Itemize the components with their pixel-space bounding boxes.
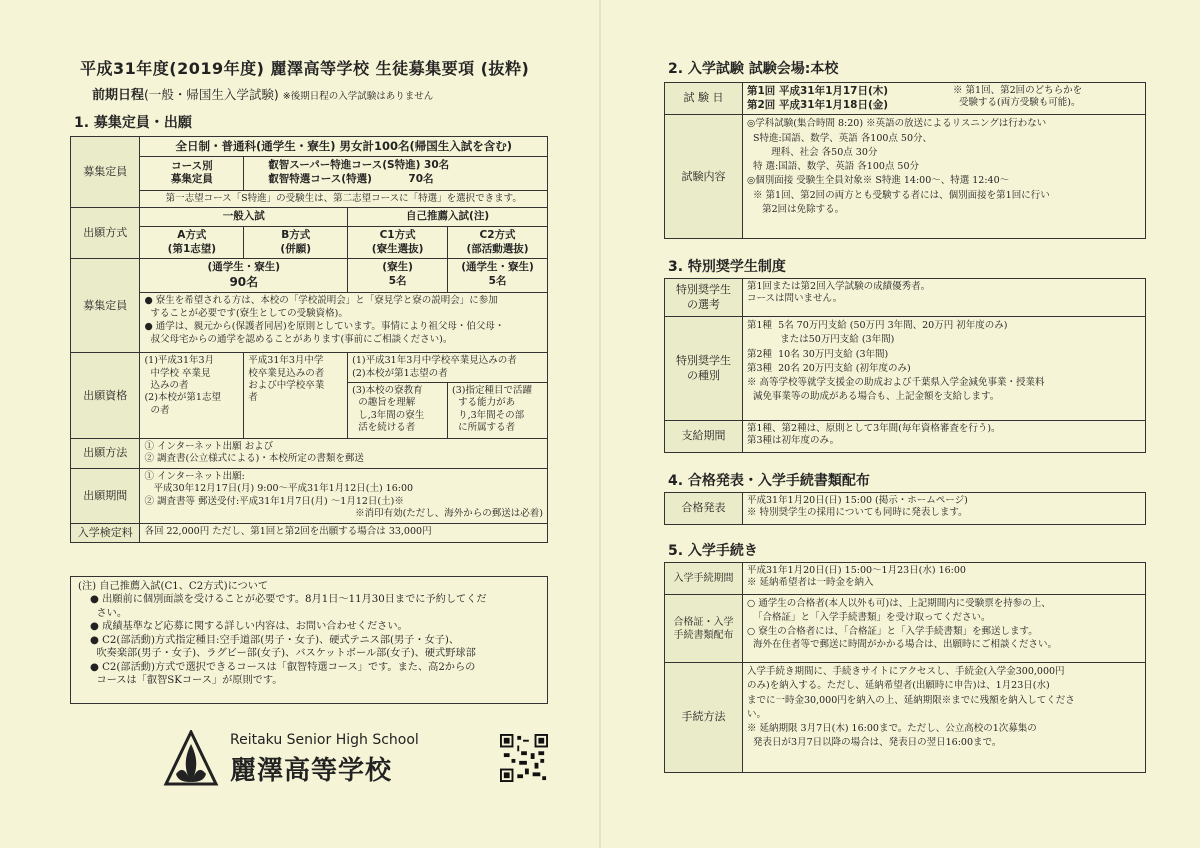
scholarship-table xyxy=(664,278,1146,453)
teiin-ab: (通学生・寮生) 90名 xyxy=(140,259,348,293)
senko-text: 第1回または第2回入学試験の成績優秀者。 コースは問いません。 xyxy=(743,279,1146,317)
note-line: コースは「叡智SKコース」が原則です。 xyxy=(90,675,283,687)
exam-table xyxy=(664,82,1146,239)
tetsuzuki-kikan-text: 平成31年1月20日(日) 15:00〜1月23日(水) 16:00 ※ 延納希望者は一時金を納入 xyxy=(743,563,1146,595)
label-tetsuzuki-kikan: 入学手続期間 xyxy=(665,563,743,595)
method-a: A方式 (第1志望) xyxy=(140,226,244,258)
label-houhou: 出願方法 xyxy=(71,439,140,469)
houhou-text: ① インターネット出願 および ② 調査書(公立様式による)・本校所定の書類を郵送 xyxy=(140,439,548,469)
school-emblem-icon xyxy=(160,730,222,788)
qr-code-icon xyxy=(500,734,548,782)
label-shikyu-kikan: 支給期間 xyxy=(665,421,743,453)
label-tetsuzuki-houhou: 手続方法 xyxy=(665,663,743,773)
ryo-text: 各回 22,000円 ただし、第1回と第2回を出願する場合は 33,000円 xyxy=(140,523,548,542)
label-shikaku: 出願資格 xyxy=(71,353,140,439)
teiin-bullets: ● 寮生を希望される方は、本校の「学校説明会」と「寮見学と寮の説明会」に参加 することが必要です(寮生としての受験資格)。 ● 通学は、親元から(保護者同居)を原則としています。事情により祖父母・伯父母・ 叔父母宅からの通学を認めることがあります(事前にご相談ください)。 xyxy=(140,293,548,353)
section-4-heading: 4. 合格発表・入学手続書類配布 xyxy=(668,473,870,489)
subtitle-paren: (一般・帰国生入学試験) xyxy=(144,87,279,102)
note-line: 吹奏楽部(男子・女子)、ラグビー部(女子)、バスケットボール部(女子)、硬式野球部 xyxy=(90,648,476,660)
kikan-text: ① インターネット出願: 平成30年12月17日(月) 9:00〜平成31年1月12日(土) 16:00 ② 調査書等 郵送受付:平成31年1月7日(月) 〜1月12日(土)※ ※消印有効(ただし、海外からの郵送は必着) xyxy=(140,469,548,523)
method-b: B方式 (併願) xyxy=(244,226,348,258)
subtitle-bold: 前期日程 xyxy=(92,88,145,103)
shikaku-c: (1)平成31年3月中学校卒業見込みの者 (2)本校が第1志望の者 xyxy=(348,353,548,383)
label-houshiki: 出願方式 xyxy=(71,208,140,259)
general-exam: 一般入試 xyxy=(140,208,348,227)
note-line: さい。 xyxy=(90,607,128,619)
procedure-table xyxy=(664,562,1146,773)
haifu-text: ○ 通学生の合格者(本人以外も可)は、上記期間内に受験票を持参の上、 「合格証」と「入学手続書類」を受け取ってください。 ○ 寮生の合格者には、「合格証」と「入学手続書類」を郵送します。 海外在住者等で郵送に時間がかかる場合は、出願時にご相談ください。 xyxy=(743,595,1146,663)
label-shubetsu: 特別奨学生 の種別 xyxy=(665,317,743,421)
label-ryo: 入学検定料 xyxy=(71,523,140,542)
school-name-en: Reitaku Senior High School xyxy=(230,732,419,748)
label-shiken-bi: 試 験 日 xyxy=(665,83,743,115)
note-line: ● C2(部活動)方式で選択できるコースは「叡智特選コース」です。また、高2からの xyxy=(90,661,476,673)
subtitle-note: ※後期日程の入学試験はありません xyxy=(282,91,434,102)
shikyu-kikan-text: 第1種、第2種は、原則として3年間(毎年資格審査を行う)。 第3種は初年度のみ。 xyxy=(743,421,1146,453)
exam-content: ◎学科試験(集合時間 8:20) ※英語の放送によるリスニングは行わない S特進:国語、数学、英語 各100点 50分、 理科、社会 各50点 30分 特 選:国語、数学、英語 各100点 50分 ◎個別面接 受験生全員対象※ S特進 14:00〜、特選 12:40〜 ※ 第1回、第2回の両方とも受験する者には、個別面接を第1回に行い 第2回は免除する。 xyxy=(743,115,1146,239)
happyo-text: 平成31年1月20日(日) 15:00 (掲示・ホームページ) ※ 特別奨学生の採用についても同時に発表します。 xyxy=(743,493,1146,525)
page-title: 平成31年度(2019年度) 麗澤高等学校 生徒募集要項 (抜粋) xyxy=(80,59,530,78)
boshu-note: 第一志望コース「S特進」の受験生は、第二志望コースに「特選」を選択できます。 xyxy=(140,190,548,207)
course-list: 叡智スーパー特進コース(S特進) 30名 叡智特選コース(特選) 70名 xyxy=(244,156,548,190)
shikaku-c1: (3)本校の寮教育 の趣旨を理解 し,3年間の寮生 活を続ける者 xyxy=(348,383,448,439)
application-table xyxy=(70,136,548,543)
shikaku-a: (1)平成31年3月 中学校 卒業見 込みの者 (2)本校が第1志望 の者 xyxy=(140,353,244,439)
teiin-c2: (通学生・寮生) 5名 xyxy=(448,259,548,293)
label-kikan: 出願期間 xyxy=(71,469,140,523)
label-teiin2: 募集定員 xyxy=(71,259,140,353)
note-line: ● C2(部活動)方式指定種目:空手道部(男子・女子)、硬式テニス部(男子・女子)、 xyxy=(90,634,460,646)
course-label: コース別 募集定員 xyxy=(140,156,244,190)
school-logo-block xyxy=(160,730,480,790)
exam-date-note: ※ 第1回、第2回のどちらかを 受験する(両方受験も可能)。 xyxy=(953,85,1083,109)
method-c2: C2方式 (部活動選抜) xyxy=(448,226,548,258)
school-name-ja: 麗澤高等学校 xyxy=(230,756,393,786)
note-line: (注) 自己推薦入試(C1、C2方式)について xyxy=(78,581,269,592)
label-shiken-naiyo: 試験内容 xyxy=(665,115,743,239)
subtitle xyxy=(92,84,433,103)
announcement-table xyxy=(664,492,1146,525)
teiin-c1: (寮生) 5名 xyxy=(348,259,448,293)
label-happyo: 合格発表 xyxy=(665,493,743,525)
boshu-line1: 全日制・普通科(通学生・寮生) 男女計100名(帰国生入試を含む) xyxy=(140,137,548,157)
section-3-heading: 3. 特別奨学生制度 xyxy=(668,259,786,275)
shikaku-b: 平成31年3月中学 校卒業見込みの者 および中学校卒業 者 xyxy=(244,353,348,439)
label-boshu: 募集定員 xyxy=(71,137,140,208)
self-recommend-exam: 自己推薦入試(注) xyxy=(348,208,548,227)
label-senko: 特別奨学生 の選考 xyxy=(665,279,743,317)
method-c1: C1方式 (寮生選抜) xyxy=(348,226,448,258)
note-line: ● 出願前に個別面談を受けることが必要です。8月1日〜11月30日までに予約してくだ xyxy=(90,594,487,606)
shubetsu-text: 第1種 5名 70万円支給 (50万円 3年間、20万円 初年度のみ) または50万円支給 (3年間) 第2種 10名 30万円支給 (3年間) 第3種 20名 20万円支給 (初年度のみ) ※ 高等学校等就学支援金の助成および千葉県入学金減免事業・授業料 減免事業等の助成がある場合も、上記金額を支給します。 xyxy=(743,317,1146,421)
label-haifu: 合格証・入学 手続書類配布 xyxy=(665,595,743,663)
right-column xyxy=(664,0,1148,848)
shikaku-c2: (3)指定種目で活躍 する能力があ り,3年間その部 に所属する者 xyxy=(448,383,548,439)
left-column xyxy=(70,0,550,848)
section-1-heading: 1. 募集定員・出願 xyxy=(74,115,192,131)
exam-dates: 第1回 平成31年1月17日(木) 第2回 平成31年1月18日(金) ※ 第1回、第2回のどちらかを 受験する(両方受験も可能)。 xyxy=(743,83,1146,115)
tetsuzuki-houhou-text: 入学手続き期間に、手続きサイトにアクセスし、手続金(入学金300,000円 のみ)を納入する。ただし、延納希望者(出願時に申告)は、1月23日(水) までに一時金30,000円を納入の上、延納期限※までに残額を納入してくださ い。 ※ 延納期限 3月7日(木) 16:00まで。ただし、公立高校の1次募集の 発表日が3月7日以降の場合は、発表日の翌日16:00まで。 xyxy=(743,663,1146,773)
self-recommend-notes xyxy=(78,580,542,688)
section-5-heading: 5. 入学手続き xyxy=(668,543,758,559)
section-2-heading: 2. 入学試験 試験会場:本校 xyxy=(668,61,839,77)
note-line: ● 成績基準など応募に関する詳しい内容は、お問い合わせください。 xyxy=(90,621,408,633)
center-fold xyxy=(599,0,601,848)
